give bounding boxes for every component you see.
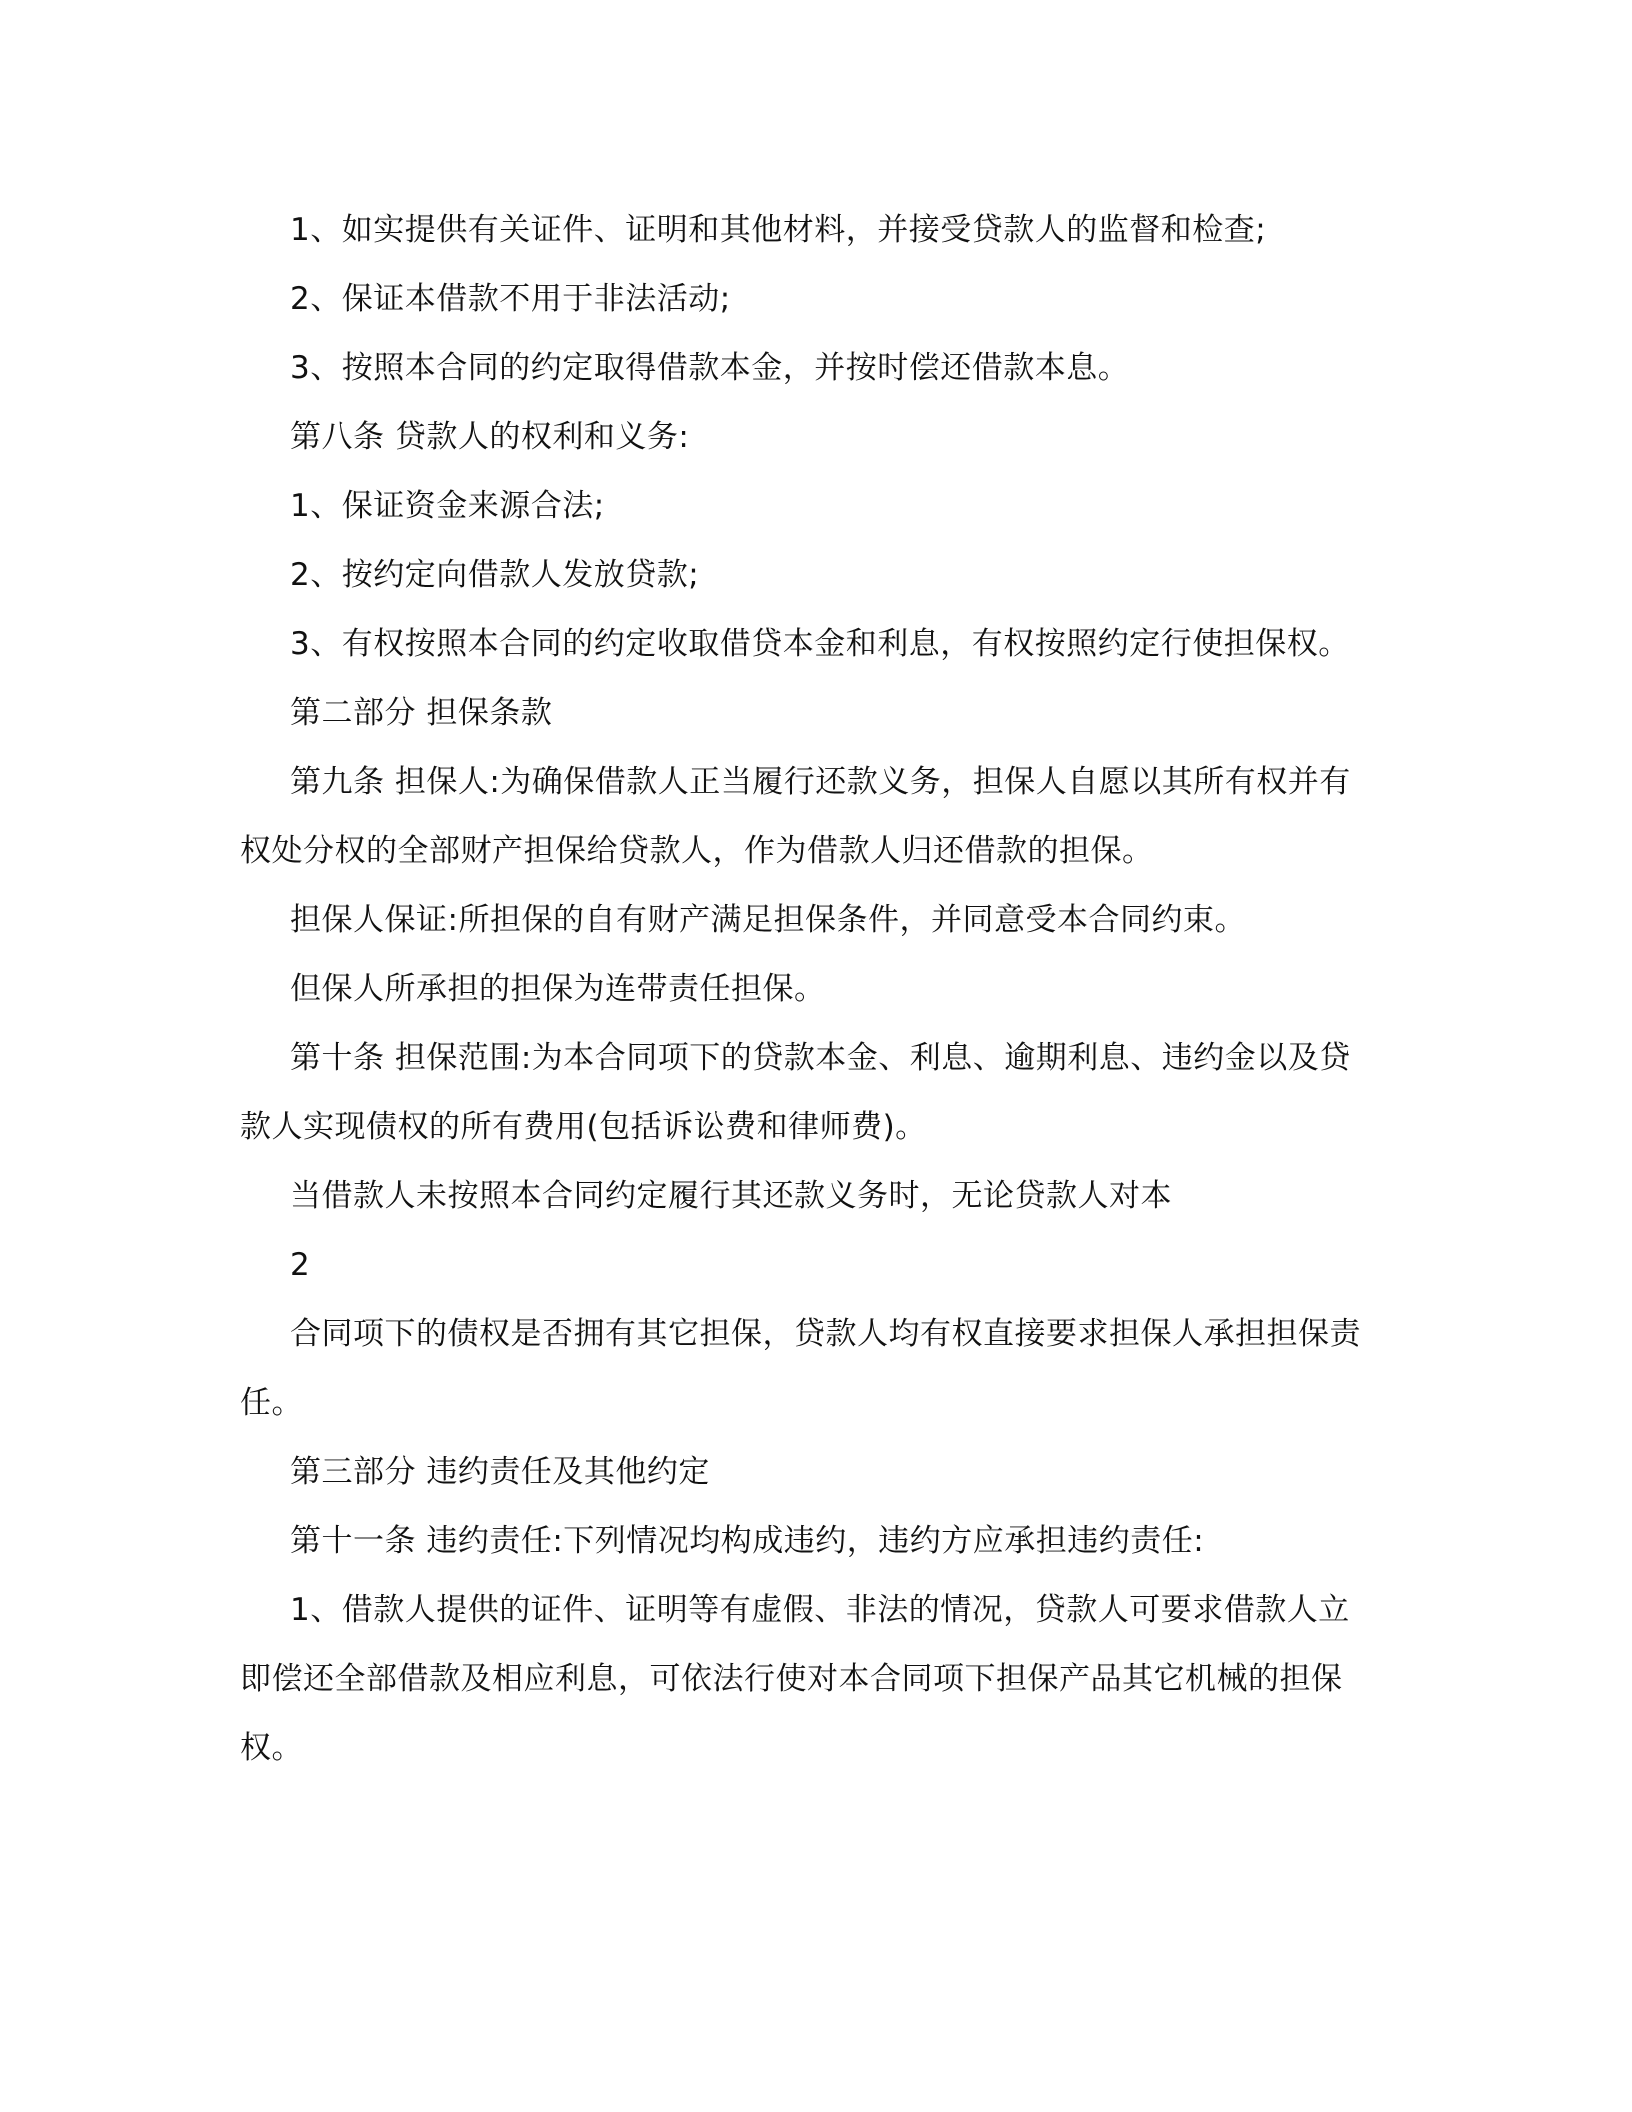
document-body (240, 196, 1380, 1783)
paragraph: 第十条 担保范围:为本合同项下的贷款本金、利息、逾期利息、违约金以及贷款人实现债权的所有费用(包括诉讼费和律师费)。 (240, 1040, 1351, 1145)
paragraph: 合同项下的债权是否拥有其它担保，贷款人均有权直接要求担保人承担担保责任。 (240, 1316, 1361, 1421)
paragraph: 担保人保证:所担保的自有财产满足担保条件，并同意受本合同约束。 (290, 902, 1246, 938)
paragraph: 2、按约定向借款人发放贷款; (290, 557, 700, 593)
page-number: 2 (290, 1247, 311, 1283)
article-heading: 第八条 贷款人的权利和义务: (290, 419, 690, 455)
paragraph: 3、有权按照本合同的约定收取借贷本金和利息，有权按照约定行使担保权。 (290, 626, 1350, 662)
paragraph: 1、如实提供有关证件、证明和其他材料，并接受贷款人的监督和检查; (290, 212, 1267, 248)
paragraph: 第九条 担保人:为确保借款人正当履行还款义务，担保人自愿以其所有权并有权处分权的全部财产担保给贷款人，作为借款人归还借款的担保。 (240, 764, 1351, 869)
paragraph: 1、保证资金来源合法; (290, 488, 605, 524)
paragraph: 当借款人未按照本合同约定履行其还款义务时，无论贷款人对本 (290, 1178, 1172, 1214)
paragraph: 2、保证本借款不用于非法活动; (290, 281, 731, 317)
paragraph: 3、按照本合同的约定取得借款本金，并按时偿还借款本息。 (290, 350, 1130, 386)
paragraph: 但保人所承担的担保为连带责任担保。 (290, 971, 826, 1007)
section-heading: 第二部分 担保条款 (290, 695, 553, 731)
paragraph: 1、借款人提供的证件、证明等有虚假、非法的情况，贷款人可要求借款人立即偿还全部借款及相应利息，可依法行使对本合同项下担保产品其它机械的担保权。 (240, 1592, 1350, 1766)
section-heading: 第三部分 违约责任及其他约定 (290, 1454, 710, 1490)
article-heading: 第十一条 违约责任:下列情况均构成违约，违约方应承担违约责任: (290, 1523, 1205, 1559)
